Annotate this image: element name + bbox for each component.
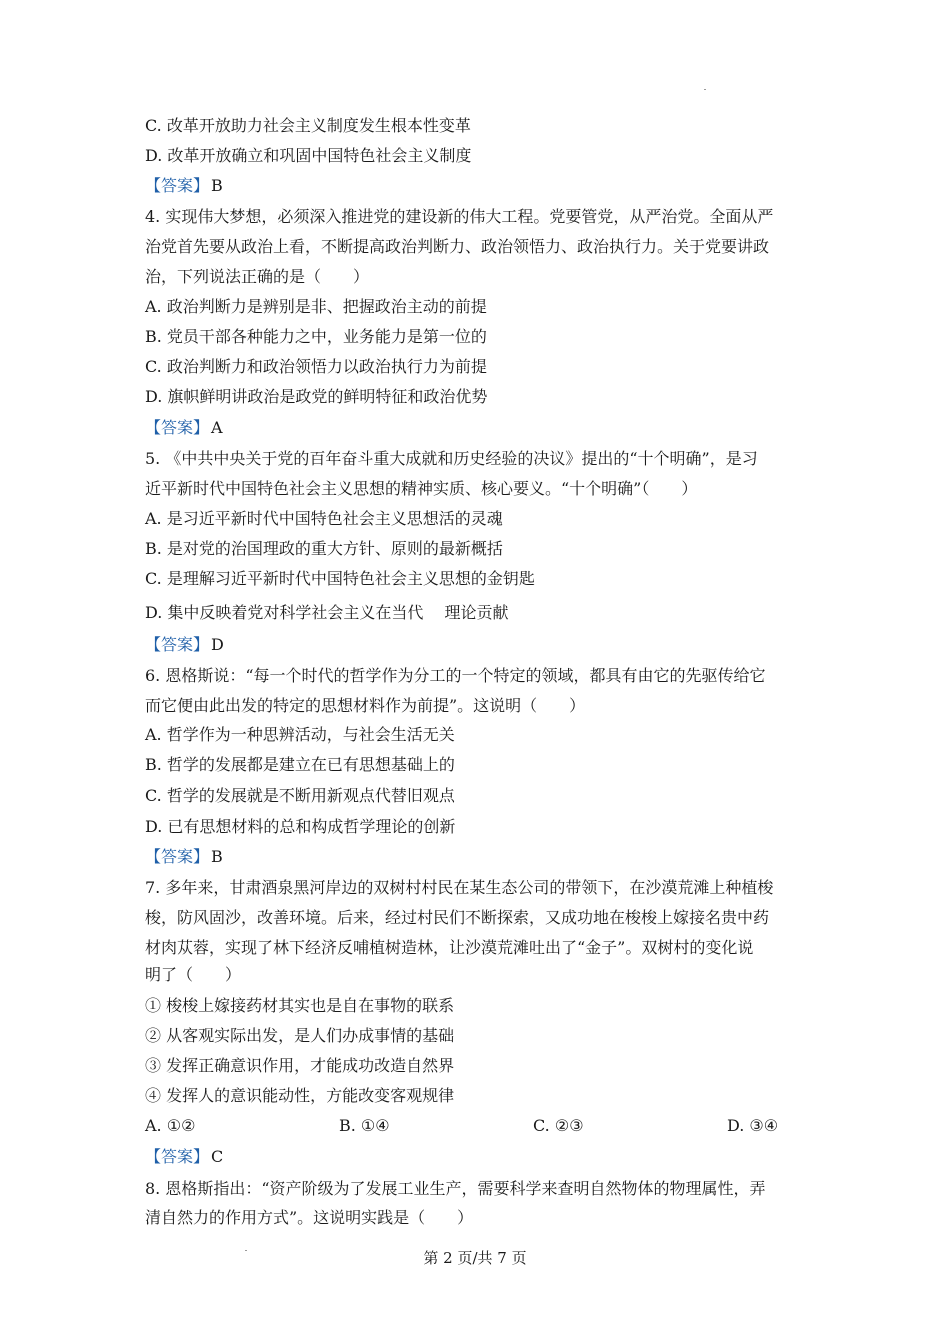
answer-tag: 【答案】 — [145, 176, 210, 195]
text-line: 5. 《中共中央关于党的百年奋斗重大成就和历史经验的决议》提出的“十个明确”，是习 — [145, 449, 758, 468]
q7-option-b: B. ①④ — [339, 1116, 390, 1135]
text-line: A. 政治判断力是辨别是非、把握政治主动的前提 — [145, 297, 487, 316]
text-line: 8. 恩格斯指出：“资产阶级为了发展工业生产，需要科学来查明自然物体的物理属性，弄 — [145, 1179, 766, 1198]
text-line: C. 改革开放助力社会主义制度发生根本性变革 — [145, 116, 471, 135]
text-line: 近平新时代中国特色社会主义思想的精神实质、核心要义。“十个明确”（ ） — [145, 479, 698, 498]
text-line: C. 是理解习近平新时代中国特色社会主义思想的金钥匙 — [145, 569, 535, 588]
text-line: B. 是对党的治国理政的重大方针、原则的最新概括 — [145, 539, 503, 558]
answer-value: B — [211, 847, 223, 866]
text-line: A. 是习近平新时代中国特色社会主义思想活的灵魂 — [145, 509, 503, 528]
scan-mark — [245, 1250, 247, 1251]
text-line: D. 已有思想材料的总和构成哲学理论的创新 — [145, 817, 456, 836]
answer-value: C — [211, 1147, 224, 1166]
text-line: D. 旗帜鲜明讲政治是政党的鲜明特征和政治优势 — [145, 387, 488, 406]
answer-line — [145, 1147, 805, 1167]
text-line: ④ 发挥人的意识能动性，方能改变客观规律 — [145, 1086, 455, 1105]
text-line: ③ 发挥正确意识作用，才能成功改造自然界 — [145, 1056, 455, 1075]
text-line: 治，下列说法正确的是（ ） — [145, 267, 370, 286]
text-line: 6. 恩格斯说：“每一个时代的哲学作为分工的一个特定的领域，都具有由它的先驱传给它 — [145, 666, 766, 685]
text-line: 7. 多年来，甘肃酒泉黑河岸边的双树村村民在某生态公司的带领下，在沙漠荒滩上种植梭 — [145, 878, 774, 897]
answer-tag: 【答案】 — [145, 847, 210, 866]
q7-option-a: A. ①② — [145, 1116, 196, 1135]
q7-option-c: C. ②③ — [533, 1116, 584, 1135]
text-line: 清自然力的作用方式”。这说明实践是（ ） — [145, 1208, 474, 1227]
answer-tag: 【答案】 — [145, 635, 210, 654]
answer-line — [145, 418, 805, 438]
answer-tag: 【答案】 — [145, 1147, 210, 1166]
scan-mark — [704, 89, 706, 90]
answer-line — [145, 847, 805, 867]
text-line: ② 从客观实际出发，是人们办成事情的基础 — [145, 1026, 455, 1045]
text-line: 治党首先要从政治上看，不断提高政治判断力、政治领悟力、政治执行力。关于党要讲政 — [145, 237, 770, 256]
text-line: A. 哲学作为一种思辨活动，与社会生活无关 — [145, 725, 455, 744]
answer-line — [145, 176, 805, 196]
text-line: B. 哲学的发展都是建立在已有思想基础上的 — [145, 755, 455, 774]
answer-value: B — [211, 176, 223, 195]
text-line: 4. 实现伟大梦想，必须深入推进党的建设新的伟大工程。党要管党，从严治党。全面从严 — [145, 207, 774, 226]
text-line: 材肉苁蓉，实现了林下经济反哺植树造林，让沙漠荒滩吐出了“金子”。双树村的变化说 — [145, 938, 754, 957]
answer-tag: 【答案】 — [145, 418, 210, 437]
text-line: B. 党员干部各种能力之中，业务能力是第一位的 — [145, 327, 487, 346]
answer-value: D — [211, 635, 224, 654]
q7-option-d: D. ③④ — [727, 1116, 779, 1135]
text-line: 而它便由此出发的特定的思想材料作为前提”。这说明（ ） — [145, 696, 586, 715]
text-line: 明了（ ） — [145, 965, 242, 984]
answer-line — [145, 635, 805, 655]
answer-value: A — [211, 418, 223, 437]
text-line: ① 梭梭上嫁接药材其实也是自在事物的联系 — [145, 996, 455, 1015]
text-line: C. 哲学的发展就是不断用新观点代替旧观点 — [145, 786, 455, 805]
page-footer: 第 2 页/共 7 页 — [423, 1249, 527, 1267]
text-line: C. 政治判断力和政治领悟力以政治执行力为前提 — [145, 357, 487, 376]
text-line: D. 改革开放确立和巩固中国特色社会主义制度 — [145, 146, 472, 165]
text-line: D. 集中反映着党对科学社会主义在当代 理论贡献 — [145, 603, 509, 622]
text-line: 梭，防风固沙，改善环境。后来，经过村民们不断探索，又成功地在梭梭上嫁接名贵中药 — [145, 908, 770, 927]
